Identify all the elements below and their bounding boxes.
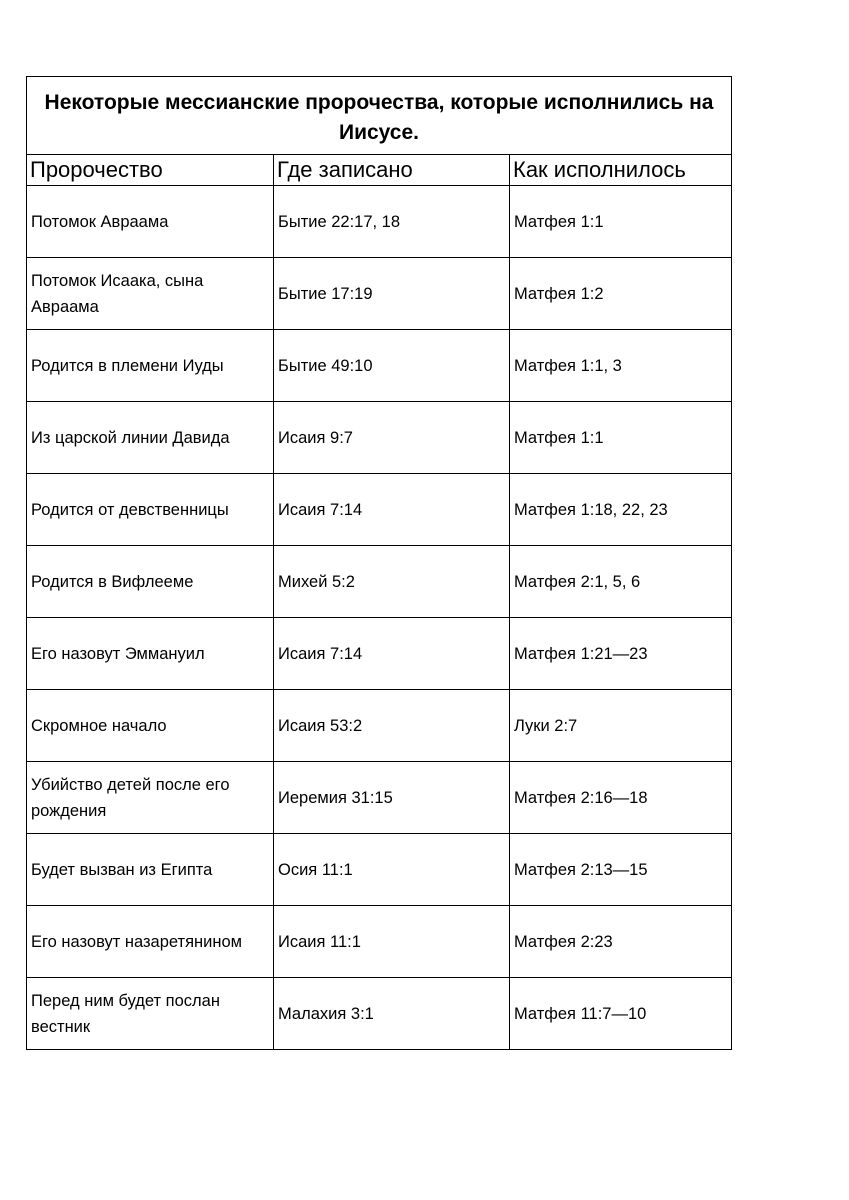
table-row <box>27 834 732 906</box>
table-title: Некоторые мессианские пророчества, которые исполнились на Иисусе. <box>27 77 732 155</box>
title-row <box>27 77 732 155</box>
cell-prophecy: Потомок Авраама <box>27 186 274 258</box>
cell-how-fulfilled: Матфея 2:16—18 <box>510 762 732 834</box>
cell-how-fulfilled: Матфея 2:13—15 <box>510 834 732 906</box>
table-row <box>27 546 732 618</box>
cell-how-fulfilled: Матфея 1:2 <box>510 258 732 330</box>
cell-how-fulfilled: Матфея 1:18, 22, 23 <box>510 474 732 546</box>
cell-prophecy: Родится в Вифлееме <box>27 546 274 618</box>
table-row <box>27 402 732 474</box>
cell-prophecy: Из царской линии Давида <box>27 402 274 474</box>
cell-how-fulfilled: Матфея 1:1 <box>510 402 732 474</box>
table-row <box>27 330 732 402</box>
cell-how-fulfilled: Луки 2:7 <box>510 690 732 762</box>
table-row <box>27 618 732 690</box>
cell-where-written: Исаия 53:2 <box>274 690 510 762</box>
cell-prophecy: Родится в племени Иуды <box>27 330 274 402</box>
cell-prophecy: Потомок Исаака, сына Авраама <box>27 258 274 330</box>
cell-where-written: Осия 11:1 <box>274 834 510 906</box>
table-row <box>27 474 732 546</box>
cell-where-written: Бытие 17:19 <box>274 258 510 330</box>
cell-where-written: Исаия 11:1 <box>274 906 510 978</box>
cell-where-written: Бытие 22:17, 18 <box>274 186 510 258</box>
cell-prophecy: Его назовут назаретянином <box>27 906 274 978</box>
cell-prophecy: Будет вызван из Египта <box>27 834 274 906</box>
cell-where-written: Михей 5:2 <box>274 546 510 618</box>
cell-where-written: Исаия 7:14 <box>274 618 510 690</box>
cell-where-written: Бытие 49:10 <box>274 330 510 402</box>
cell-where-written: Исаия 7:14 <box>274 474 510 546</box>
cell-where-written: Малахия 3:1 <box>274 978 510 1050</box>
cell-prophecy: Его назовут Эммануил <box>27 618 274 690</box>
header-row <box>27 155 732 186</box>
cell-how-fulfilled: Матфея 2:23 <box>510 906 732 978</box>
column-header-prophecy: Пророчество <box>27 155 274 186</box>
cell-where-written: Иеремия 31:15 <box>274 762 510 834</box>
table-row <box>27 186 732 258</box>
column-header-how-fulfilled: Как исполнилось <box>510 155 732 186</box>
cell-how-fulfilled: Матфея 11:7—10 <box>510 978 732 1050</box>
cell-prophecy: Убийство детей после его рождения <box>27 762 274 834</box>
table-body <box>27 77 732 1050</box>
cell-prophecy: Перед ним будет послан вестник <box>27 978 274 1050</box>
table-row <box>27 978 732 1050</box>
cell-how-fulfilled: Матфея 1:21—23 <box>510 618 732 690</box>
column-header-where-written: Где записано <box>274 155 510 186</box>
cell-how-fulfilled: Матфея 2:1, 5, 6 <box>510 546 732 618</box>
table-row <box>27 906 732 978</box>
cell-how-fulfilled: Матфея 1:1, 3 <box>510 330 732 402</box>
table-row <box>27 762 732 834</box>
cell-prophecy: Родится от девственницы <box>27 474 274 546</box>
cell-how-fulfilled: Матфея 1:1 <box>510 186 732 258</box>
cell-prophecy: Скромное начало <box>27 690 274 762</box>
table-row <box>27 258 732 330</box>
cell-where-written: Исаия 9:7 <box>274 402 510 474</box>
prophecy-table <box>26 76 732 1050</box>
table-row <box>27 690 732 762</box>
